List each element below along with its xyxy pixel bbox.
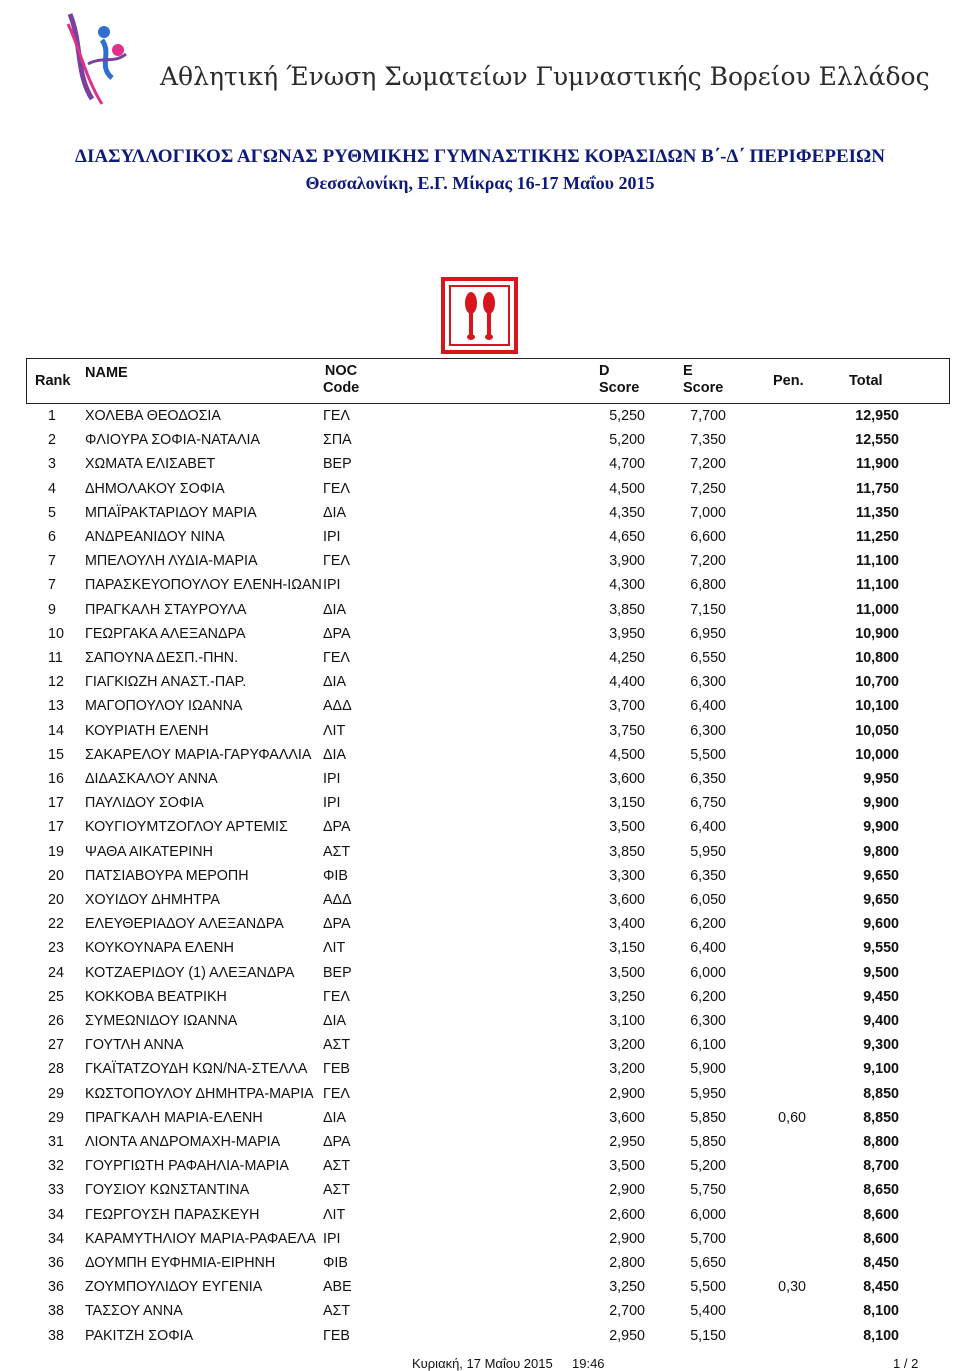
name-cell: ΓΕΩΡΓΟΥΣΗ ΠΑΡΑΣΚΕΥΗ xyxy=(85,1206,260,1223)
total-cell: 8,450 xyxy=(863,1279,899,1296)
rank-cell: 36 xyxy=(48,1279,64,1296)
d-score-cell: 3,150 xyxy=(609,795,645,812)
rank-cell: 5 xyxy=(48,504,56,521)
table-row xyxy=(30,1155,950,1179)
noc-cell: ΔΙΑ xyxy=(323,1109,347,1126)
name-cell: ΔΟΥΜΠΗ ΕΥΦΗΜΙΑ-ΕΙΡΗΝΗ xyxy=(85,1255,276,1271)
noc-cell: ΣΠΑ xyxy=(323,432,352,449)
e-score-cell: 5,950 xyxy=(690,843,726,860)
noc-cell: ΓΕΒ xyxy=(323,1327,350,1344)
name-cell: ΓΕΩΡΓΑΚΑ ΑΛΕΞΑΝΔΡΑ xyxy=(85,625,246,642)
table-row xyxy=(30,1228,950,1252)
noc-cell: ΦΙΒ xyxy=(323,867,348,884)
noc-cell: ΓΕΛ xyxy=(323,650,350,666)
noc-cell: ΔΡΑ xyxy=(323,1134,351,1150)
name-cell: ΓΟΥΣΙΟΥ ΚΩΝΣΤΑΝΤΙΝΑ xyxy=(85,1182,250,1199)
d-score-cell: 3,200 xyxy=(609,1037,645,1054)
e-score-cell: 6,400 xyxy=(690,698,726,715)
total-cell: 11,100 xyxy=(856,577,899,594)
d-score-cell: 2,900 xyxy=(609,1085,645,1102)
name-cell: ΓΙΑΓΚΙΩΖΗ ΑΝΑΣΤ.-ΠΑΡ. xyxy=(85,674,247,691)
total-cell: 9,300 xyxy=(863,1037,899,1054)
noc-cell: ΔΡΑ xyxy=(323,819,351,836)
e-score-cell: 6,000 xyxy=(690,1206,726,1223)
e-score-cell: 7,250 xyxy=(690,480,726,497)
rank-cell: 2 xyxy=(48,432,56,449)
name-cell: ΜΠΑΪΡΑΚΤΑΡΙΔΟΥ ΜΑΡΙΑ xyxy=(85,504,257,521)
d-score-cell: 3,850 xyxy=(609,843,645,860)
e-score-cell: 6,400 xyxy=(690,819,726,836)
rank-cell: 14 xyxy=(48,722,64,739)
d-score-cell: 3,900 xyxy=(609,553,645,570)
total-cell: 8,600 xyxy=(863,1206,899,1223)
table-row xyxy=(30,1179,950,1203)
table-row xyxy=(30,623,950,647)
col-noc: NOC Code xyxy=(323,363,360,396)
rank-cell: 38 xyxy=(48,1303,64,1320)
total-cell: 9,650 xyxy=(863,892,899,908)
total-cell: 10,900 xyxy=(855,625,899,642)
rank-cell: 7 xyxy=(48,553,56,570)
table-row xyxy=(30,695,950,719)
e-score-cell: 7,000 xyxy=(690,504,726,521)
noc-cell: ΔΙΑ xyxy=(323,504,347,521)
e-score-cell: 6,200 xyxy=(690,916,726,933)
e-score-cell: 6,100 xyxy=(690,1037,726,1054)
e-score-cell: 6,950 xyxy=(690,625,726,642)
rank-cell: 16 xyxy=(48,771,64,787)
total-cell: 12,950 xyxy=(855,408,899,424)
e-score-cell: 5,750 xyxy=(690,1182,726,1199)
noc-cell: ΒΕΡ xyxy=(323,456,352,473)
noc-cell: ΑΣΤ xyxy=(323,1037,351,1054)
penalty-cell: 0,60 xyxy=(778,1109,806,1126)
name-cell: ΑΝΔΡΕΑΝΙΔΟΥ ΝΙΝΑ xyxy=(85,529,225,545)
d-score-cell: 3,700 xyxy=(609,698,645,715)
name-cell: ΓΟΥΤΛΗ ΑΝΝΑ xyxy=(85,1037,184,1054)
total-cell: 12,550 xyxy=(855,432,899,449)
footer-page: 1 / 2 xyxy=(893,1356,919,1371)
total-cell: 9,900 xyxy=(863,819,899,836)
e-score-cell: 6,300 xyxy=(690,674,726,691)
e-score-cell: 6,600 xyxy=(690,529,726,545)
e-score-cell: 7,200 xyxy=(690,553,726,570)
e-score-cell: 6,350 xyxy=(690,771,726,787)
total-cell: 9,100 xyxy=(863,1061,899,1078)
total-cell: 8,650 xyxy=(863,1182,899,1199)
name-cell: ΠΡΑΓΚΑΛΗ ΜΑΡΙΑ-ΕΛΕΝΗ xyxy=(85,1109,263,1126)
table-row xyxy=(30,647,950,671)
name-cell: ΓΟΥΡΓΙΩΤΗ ΡΑΦΑΗΛΙΑ-ΜΑΡΙΑ xyxy=(85,1158,289,1175)
total-cell: 11,350 xyxy=(856,504,899,521)
table-row xyxy=(30,1010,950,1034)
table-row xyxy=(30,792,950,816)
col-total: Total xyxy=(849,373,883,389)
d-score-cell: 3,150 xyxy=(609,940,645,957)
col-e-score: E Score xyxy=(683,363,724,396)
total-cell: 8,100 xyxy=(863,1327,899,1344)
table-row xyxy=(30,1131,950,1155)
total-cell: 9,600 xyxy=(863,916,899,933)
competition-subtitle: Θεσσαλονίκη, Ε.Γ. Μίκρας 16-17 Μαΐου 2015 xyxy=(305,173,655,193)
rank-cell: 13 xyxy=(48,698,64,715)
d-score-cell: 3,600 xyxy=(609,771,645,787)
name-cell: ΛΙΟΝΤΑ ΑΝΔΡΟΜΑΧΗ-ΜΑΡΙΑ xyxy=(85,1134,281,1150)
noc-cell: ΙΡΙ xyxy=(323,577,341,594)
name-cell: ΠΑΥΛΙΔΟΥ ΣΟΦΙΑ xyxy=(85,795,204,812)
rank-cell: 26 xyxy=(48,1013,64,1029)
rank-cell: 34 xyxy=(48,1230,64,1247)
table-row xyxy=(30,478,950,502)
name-cell: ΠΑΡΑΣΚΕΥΟΠΟΥΛΟΥ ΕΛΕΝΗ-ΙΩΑΝ xyxy=(85,577,322,594)
e-score-cell: 6,550 xyxy=(690,650,726,666)
name-cell: ΧΟΥΙΔΟΥ ΔΗΜΗΤΡΑ xyxy=(85,892,220,908)
col-rank: Rank xyxy=(35,373,71,389)
e-score-cell: 5,500 xyxy=(690,1279,726,1296)
table-row xyxy=(30,599,950,623)
name-cell: ΤΑΣΣΟΥ ΑΝΝΑ xyxy=(85,1303,183,1320)
noc-cell: ΔΙΑ xyxy=(323,601,347,618)
table-row xyxy=(30,768,950,792)
rank-cell: 33 xyxy=(48,1182,64,1199)
table-row xyxy=(30,937,950,961)
e-score-cell: 6,200 xyxy=(690,988,726,1005)
rank-cell: 15 xyxy=(48,746,64,763)
e-score-cell: 6,800 xyxy=(690,577,726,594)
rank-cell: 28 xyxy=(48,1061,64,1078)
total-cell: 8,700 xyxy=(863,1158,899,1175)
noc-cell: ΓΕΛ xyxy=(323,553,350,570)
name-cell: ΚΩΣΤΟΠΟΥΛΟΥ ΔΗΜΗΤΡΑ-ΜΑΡΙΑ xyxy=(85,1085,314,1102)
name-cell: ΣΑΚΑΡΕΛΟΥ ΜΑΡΙΑ-ΓΑΡΥΦΑΛΛΙΑ xyxy=(85,746,312,763)
total-cell: 10,000 xyxy=(855,746,899,763)
total-cell: 9,800 xyxy=(863,843,899,860)
d-score-cell: 4,400 xyxy=(609,674,645,691)
rank-cell: 20 xyxy=(48,892,64,908)
rank-cell: 11 xyxy=(48,650,63,666)
name-cell: ΔΙΔΑΣΚΑΛΟΥ ΑΝΝΑ xyxy=(85,771,218,787)
noc-cell: ΔΡΑ xyxy=(323,916,351,933)
rank-cell: 38 xyxy=(48,1327,64,1344)
total-cell: 8,850 xyxy=(863,1109,899,1126)
noc-cell: ΓΕΛ xyxy=(323,408,350,424)
table-row xyxy=(30,550,950,574)
noc-cell: ΙΡΙ xyxy=(323,771,341,787)
d-score-cell: 3,250 xyxy=(609,988,645,1005)
table-row xyxy=(30,865,950,889)
d-score-cell: 3,200 xyxy=(609,1061,645,1078)
total-cell: 10,800 xyxy=(855,650,899,666)
table-row xyxy=(30,889,950,913)
table-row xyxy=(30,405,950,429)
noc-cell: ΒΕΡ xyxy=(323,964,352,981)
name-cell: ΜΠΕΛΟΥΛΗ ΛΥΔΙΑ-ΜΑΡΙΑ xyxy=(85,553,258,570)
table-row xyxy=(30,841,950,865)
name-cell: ΚΑΡΑΜΥΤΗΛΙΟΥ ΜΑΡΙΑ-ΡΑΦΑΕΛΑ xyxy=(85,1230,317,1247)
d-score-cell: 2,950 xyxy=(609,1327,645,1344)
noc-cell: ΓΕΛ xyxy=(323,988,350,1005)
e-score-cell: 5,850 xyxy=(690,1134,726,1150)
noc-cell: ΛΙΤ xyxy=(323,1206,346,1223)
rank-cell: 19 xyxy=(48,843,64,860)
e-score-cell: 6,350 xyxy=(690,867,726,884)
name-cell: ΠΑΤΣΙΑΒΟΥΡΑ ΜΕΡΟΠΗ xyxy=(85,867,249,884)
name-cell: ΨΑΘΑ ΑΙΚΑΤΕΡΙΝΗ xyxy=(85,843,213,860)
noc-cell: ΔΙΑ xyxy=(323,674,347,691)
name-cell: ΠΡΑΓΚΑΛΗ ΣΤΑΥΡΟΥΛΑ xyxy=(85,601,247,618)
noc-cell: ΓΕΒ xyxy=(323,1061,350,1078)
d-score-cell: 3,300 xyxy=(609,867,645,884)
table-row xyxy=(30,671,950,695)
name-cell: ΚΟΥΡΙΑΤΗ ΕΛΕΝΗ xyxy=(85,722,209,739)
e-score-cell: 5,650 xyxy=(690,1255,726,1271)
col-d-score: D Score xyxy=(599,363,640,396)
total-cell: 8,600 xyxy=(863,1230,899,1247)
d-score-cell: 3,500 xyxy=(609,819,645,836)
table-row xyxy=(30,1252,950,1276)
col-pen: Pen. xyxy=(773,373,804,389)
e-score-cell: 5,400 xyxy=(690,1303,726,1320)
table-row xyxy=(30,502,950,526)
rank-cell: 22 xyxy=(48,916,64,933)
noc-cell: ΑΣΤ xyxy=(323,843,351,860)
federation-logo xyxy=(62,4,182,114)
rank-cell: 7 xyxy=(48,577,56,594)
noc-cell: ΙΡΙ xyxy=(323,529,341,545)
rank-cell: 17 xyxy=(48,795,64,812)
table-row xyxy=(30,1058,950,1082)
e-score-cell: 6,400 xyxy=(690,940,726,957)
rank-cell: 10 xyxy=(48,625,64,642)
e-score-cell: 6,300 xyxy=(690,722,726,739)
name-cell: ΧΩΜΑΤΑ ΕΛΙΣΑΒΕΤ xyxy=(85,456,216,473)
name-cell: ΚΟΥΓΙΟΥΜΤΖΟΓΛΟΥ ΑΡΤΕΜΙΣ xyxy=(85,819,288,836)
total-cell: 9,650 xyxy=(863,867,899,884)
total-cell: 9,500 xyxy=(863,964,899,981)
table-row xyxy=(30,429,950,453)
d-score-cell: 4,300 xyxy=(609,577,645,594)
d-score-cell: 2,700 xyxy=(609,1303,645,1320)
noc-cell: ΛΙΤ xyxy=(323,722,346,739)
total-cell: 11,900 xyxy=(856,456,899,473)
name-cell: ΓΚΑΪΤΑΤΖΟΥΔΗ ΚΩΝ/ΝΑ-ΣΤΕΛΛΑ xyxy=(85,1061,308,1078)
noc-cell: ΦΙΒ xyxy=(323,1255,348,1271)
table-row xyxy=(30,744,950,768)
total-cell: 10,100 xyxy=(855,698,899,715)
clubs-icon xyxy=(441,277,518,354)
e-score-cell: 6,300 xyxy=(690,1013,726,1029)
rank-cell: 17 xyxy=(48,819,64,836)
table-row xyxy=(30,720,950,744)
name-cell: ΣΥΜΕΩΝΙΔΟΥ ΙΩΑΝΝΑ xyxy=(85,1013,238,1029)
noc-cell: ΓΕΛ xyxy=(323,480,350,497)
total-cell: 8,100 xyxy=(863,1303,899,1320)
rank-cell: 24 xyxy=(48,964,64,981)
name-cell: ΡΑΚΙΤΖΗ ΣΟΦΙΑ xyxy=(85,1327,194,1344)
noc-cell: ΙΡΙ xyxy=(323,1230,341,1247)
d-score-cell: 3,600 xyxy=(609,1109,645,1126)
rank-cell: 27 xyxy=(48,1037,64,1054)
e-score-cell: 7,200 xyxy=(690,456,726,473)
table-row xyxy=(30,1276,950,1300)
noc-cell: ΑΔΔ xyxy=(323,698,352,715)
table-row xyxy=(30,913,950,937)
noc-cell: ΑΣΤ xyxy=(323,1303,351,1320)
name-cell: ΕΛΕΥΘΕΡΙΑΔΟΥ ΑΛΕΞΑΝΔΡΑ xyxy=(85,916,284,933)
rank-cell: 6 xyxy=(48,529,56,545)
table-row xyxy=(30,526,950,550)
e-score-cell: 7,350 xyxy=(690,432,726,449)
name-cell: ΔΗΜΟΛΑΚΟΥ ΣΟΦΙΑ xyxy=(85,480,225,497)
rank-cell: 32 xyxy=(48,1158,64,1175)
e-score-cell: 5,500 xyxy=(690,746,726,763)
e-score-cell: 7,150 xyxy=(690,601,726,618)
rank-cell: 36 xyxy=(48,1255,64,1271)
d-score-cell: 4,500 xyxy=(609,480,645,497)
total-cell: 10,700 xyxy=(855,674,899,691)
d-score-cell: 4,650 xyxy=(609,529,645,545)
d-score-cell: 4,500 xyxy=(609,746,645,763)
rank-cell: 31 xyxy=(48,1134,64,1150)
total-cell: 11,750 xyxy=(856,480,899,497)
rank-cell: 20 xyxy=(48,867,64,884)
total-cell: 11,250 xyxy=(856,529,899,545)
d-score-cell: 4,250 xyxy=(609,650,645,666)
d-score-cell: 2,950 xyxy=(609,1134,645,1150)
d-score-cell: 2,900 xyxy=(609,1230,645,1247)
e-score-cell: 6,050 xyxy=(690,892,726,908)
d-score-cell: 5,250 xyxy=(609,408,645,424)
footer-time: 19:46 xyxy=(572,1356,605,1371)
name-cell: ΦΛΙΟΥΡΑ ΣΟΦΙΑ-ΝΑΤΑΛΙΑ xyxy=(85,432,261,449)
rank-cell: 12 xyxy=(48,674,64,691)
total-cell: 9,400 xyxy=(863,1013,899,1029)
e-score-cell: 5,850 xyxy=(690,1109,726,1126)
d-score-cell: 2,800 xyxy=(609,1255,645,1271)
table-row xyxy=(30,574,950,598)
e-score-cell: 7,700 xyxy=(690,408,726,424)
noc-cell: ΓΕΛ xyxy=(323,1085,350,1102)
name-cell: ΧΟΛΕΒΑ ΘΕΟΔΟΣΙΑ xyxy=(85,408,221,424)
total-cell: 10,050 xyxy=(855,722,899,739)
table-row xyxy=(30,1034,950,1058)
rank-cell: 1 xyxy=(48,408,56,424)
d-score-cell: 3,850 xyxy=(609,601,645,618)
organization-name: Αθλητική Ένωση Σωματείων Γυμναστικής Βορείου Ελλάδος xyxy=(160,62,930,91)
d-score-cell: 4,700 xyxy=(609,456,645,473)
total-cell: 8,450 xyxy=(863,1255,899,1271)
total-cell: 9,900 xyxy=(863,795,899,812)
name-cell: ΖΟΥΜΠΟΥΛΙΔΟΥ ΕΥΓΕΝΙΑ xyxy=(85,1279,263,1296)
total-cell: 9,950 xyxy=(863,771,899,787)
noc-cell: ΔΙΑ xyxy=(323,1013,347,1029)
table-header xyxy=(26,358,950,404)
rank-cell: 29 xyxy=(48,1085,64,1102)
table-row xyxy=(30,1204,950,1228)
total-cell: 9,550 xyxy=(863,940,899,957)
e-score-cell: 6,000 xyxy=(690,964,726,981)
d-score-cell: 3,750 xyxy=(609,722,645,739)
total-cell: 8,800 xyxy=(863,1134,899,1150)
d-score-cell: 3,400 xyxy=(609,916,645,933)
name-cell: ΜΑΓΟΠΟΥΛΟΥ ΙΩΑΝΝΑ xyxy=(85,698,243,715)
noc-cell: ΑΣΤ xyxy=(323,1158,351,1175)
rank-cell: 23 xyxy=(48,940,64,957)
noc-cell: ΛΙΤ xyxy=(323,940,346,957)
noc-cell: ΑΔΔ xyxy=(323,892,352,908)
table-row xyxy=(30,1325,950,1349)
rank-cell: 9 xyxy=(48,601,56,618)
d-score-cell: 3,100 xyxy=(609,1013,645,1029)
table-row xyxy=(30,986,950,1010)
d-score-cell: 5,200 xyxy=(609,432,645,449)
d-score-cell: 2,600 xyxy=(609,1206,645,1223)
name-cell: ΚΟΤΖΑΕΡΙΔΟΥ (1) ΑΛΕΞΑΝΔΡΑ xyxy=(85,964,295,981)
d-score-cell: 3,500 xyxy=(609,964,645,981)
d-score-cell: 3,600 xyxy=(609,892,645,908)
rank-cell: 25 xyxy=(48,988,64,1005)
rank-cell: 4 xyxy=(48,480,56,497)
d-score-cell: 2,900 xyxy=(609,1182,645,1199)
total-cell: 11,000 xyxy=(856,601,899,618)
col-name: NAME xyxy=(85,365,128,381)
name-cell: ΚΟΚΚΟΒΑ ΒΕΑΤΡΙΚΗ xyxy=(85,988,227,1005)
total-cell: 11,100 xyxy=(856,553,899,570)
rank-cell: 29 xyxy=(48,1109,64,1126)
table-row xyxy=(30,962,950,986)
footer-date: Κυριακή, 17 Μαΐου 2015 xyxy=(412,1356,553,1371)
name-cell: ΣΑΠΟΥΝΑ ΔΕΣΠ.-ΠΗΝ. xyxy=(85,650,239,666)
table-row xyxy=(30,1300,950,1324)
noc-cell: ΑΣΤ xyxy=(323,1182,351,1199)
noc-cell: ΔΙΑ xyxy=(323,746,347,763)
rank-cell: 34 xyxy=(48,1206,64,1223)
e-score-cell: 6,750 xyxy=(690,795,726,812)
penalty-cell: 0,30 xyxy=(778,1279,806,1296)
noc-cell: ΑΒΕ xyxy=(323,1279,352,1296)
d-score-cell: 3,250 xyxy=(609,1279,645,1296)
total-cell: 9,450 xyxy=(863,988,899,1005)
table-row xyxy=(30,1083,950,1107)
noc-cell: ΙΡΙ xyxy=(323,795,341,812)
e-score-cell: 5,200 xyxy=(690,1158,726,1175)
total-cell: 8,850 xyxy=(863,1085,899,1102)
e-score-cell: 5,150 xyxy=(690,1327,726,1344)
table-row xyxy=(30,816,950,840)
e-score-cell: 5,950 xyxy=(690,1085,726,1102)
table-row xyxy=(30,1107,950,1131)
d-score-cell: 3,950 xyxy=(609,625,645,642)
rank-cell: 3 xyxy=(48,456,56,473)
table-row xyxy=(30,453,950,477)
noc-cell: ΔΡΑ xyxy=(323,625,351,642)
d-score-cell: 4,350 xyxy=(609,504,645,521)
e-score-cell: 5,700 xyxy=(690,1230,726,1247)
competition-title: ΔΙΑΣΥΛΛΟΓΙΚΟΣ ΑΓΩΝΑΣ ΡΥΘΜΙΚΗΣ ΓΥΜΝΑΣΤΙΚΗΣ ΚΟΡΑΣΙΔΩΝ Β΄-Δ΄ ΠΕΡΙΦΕΡΕΙΩΝ xyxy=(75,146,885,167)
d-score-cell: 3,500 xyxy=(609,1158,645,1175)
name-cell: ΚΟΥΚΟΥΝΑΡΑ ΕΛΕΝΗ xyxy=(85,940,234,957)
e-score-cell: 5,900 xyxy=(690,1061,726,1078)
